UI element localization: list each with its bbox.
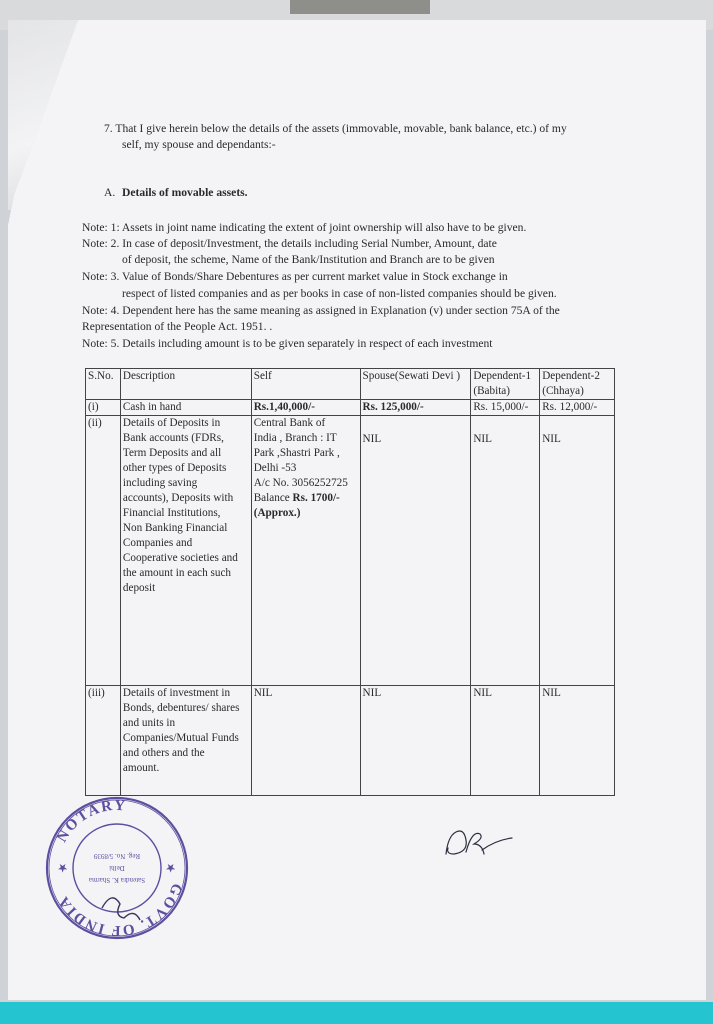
binder-clip [290,0,430,14]
stamp-city: Delhi [109,864,125,872]
cell-spouse: NIL [360,686,471,796]
cell-self: NIL [251,686,360,796]
account-number: A/c No. 3056252725 [253,477,348,489]
cell-spouse: Rs. 125,000/- [360,400,471,416]
description-line: and others and the [122,747,205,759]
table-header-row [86,369,615,400]
description-line: amount. [122,762,160,774]
bank-line: Delhi -53 [253,462,297,474]
description-line: and units in [122,717,176,729]
note-2-cont: of deposit, the scheme, Name of the Bank/Institution and Branch are to be given [122,253,495,266]
cell-sno: (i) [86,400,121,416]
description-line: Term Deposits and all [122,447,222,459]
cell-sno: (iii) [86,686,121,796]
header-dependent-1 [471,369,540,400]
description-line: Companies/Mutual Funds [122,732,239,744]
cell-description: Cash in hand [120,400,251,416]
section-title: Details of movable assets. [122,186,248,199]
header-dependent-1-title: Dependent-1 [473,370,532,382]
cell-dependent-2: NIL [540,686,615,796]
description-line: Financial Institutions, [122,507,221,519]
stamp-reg-no: Reg. No. 5/8939 [93,852,141,860]
cell-description [120,416,251,686]
description-line: including saving [122,477,198,489]
bank-line: India , Branch : IT [253,432,337,444]
cell-self [251,416,360,686]
note-1: Note: 1: Assets in joint name indicating the extent of joint ownership will also have to be given. [82,221,527,234]
table-row-cash [86,400,615,416]
note-4-cont: Representation of the People Act. 1951. . [82,320,273,333]
description-line: Cooperative societies and [122,552,238,564]
balance-label: Balance [253,492,293,504]
description-line: Bank accounts (FDRs, [122,432,224,444]
bank-line: Central Bank of [253,417,326,429]
description-line: Details of Deposits in [122,417,221,429]
description-line: accounts), Deposits with [122,492,234,504]
intro-line-1: 7. That I give herein below the details of the assets (immovable, movable, bank balance, etc.) of my [104,122,567,135]
header-dependent-1-name: (Babita) [473,385,510,397]
cell-dependent-1: NIL [471,686,540,796]
note-5: Note: 5. Details including amount is to be given separately in respect of each investment [82,337,493,350]
description-line: the amount in each such [122,567,232,579]
stamp-name: Satendra K. Sharma [88,876,146,884]
bank-line: Park ,Shastri Park , [253,447,340,459]
header-dependent-2 [540,369,615,400]
section-letter: A. [104,186,116,199]
stamp-outer-top-text: GOVT. OF INDIA [55,881,185,939]
cell-dependent-2: NIL [540,416,615,686]
cell-spouse: NIL [360,416,471,686]
cell-dependent-1: NIL [471,416,540,686]
balance-line [254,491,358,506]
header-dependent-2-title: Dependent-2 [542,370,600,382]
stamp-star-right: ★ [57,861,68,875]
description-line: Companies and [122,537,193,549]
description-line: Non Banking Financial [122,522,228,534]
approx-note: (Approx.) [253,507,301,519]
note-3-cont: respect of listed companies and as per books in case of non-listed companies should be given. [122,287,557,300]
note-2: Note: 2. In case of deposit/Investment, the details including Serial Number, Amount, date [82,237,497,250]
cell-description [120,686,251,796]
table-row-deposits [86,416,615,686]
note-3: Note: 3. Value of Bonds/Share Debentures as per current market value in Stock exchange in [82,270,508,283]
description-line: deposit [122,582,156,594]
header-description: Description [120,369,251,400]
header-dependent-2-name: (Chhaya) [542,385,584,397]
description-line: Details of investment in [122,687,231,699]
signature [438,822,518,866]
balance-value: Rs. 1700/- [292,492,340,504]
notary-stamp [44,796,190,940]
stamp-star-left: ★ [165,861,176,875]
header-sno: S.No. [86,369,121,400]
table-row-investments [86,686,615,796]
scanner-bottom-bar [0,1002,713,1024]
header-self: Self [251,369,360,400]
note-4: Note: 4. Dependent here has the same meaning as assigned in Explanation (v) under section 75A of the [82,304,560,317]
cell-dependent-1: Rs. 15,000/- [471,400,540,416]
cell-sno: (ii) [86,416,121,686]
stamp-outer-bottom-text: NOTARY [53,797,128,846]
header-spouse: Spouse(Sewati Devi ) [360,369,471,400]
cell-dependent-2: Rs. 12,000/- [540,400,615,416]
movable-assets-table [85,368,615,796]
description-line: other types of Deposits [122,462,227,474]
description-line: Bonds, debentures/ shares [122,702,240,714]
cell-self: Rs.1,40,000/- [251,400,360,416]
intro-line-2: self, my spouse and dependants:- [122,138,276,151]
